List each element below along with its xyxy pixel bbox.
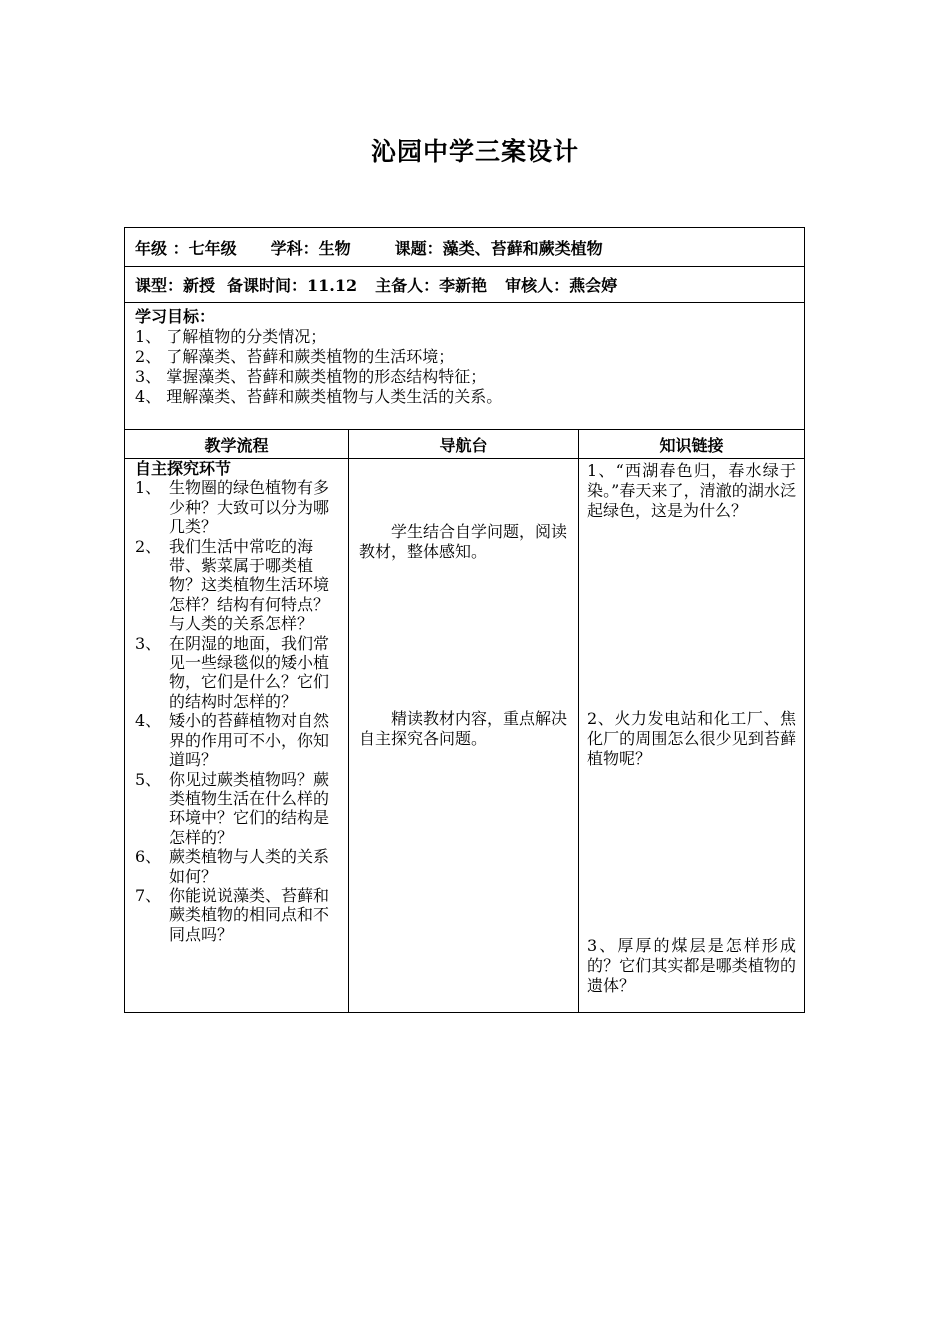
goal-item: 4、 理解藻类、苔藓和蕨类植物与人类生活的关系。 bbox=[135, 387, 503, 406]
list-item: 2、 我们生活中常吃的海带、紫菜属于哪类植物？这类植物生活环境怎样？结构有何特点？与人类的关系怎样？ bbox=[135, 536, 330, 634]
nav-step-1: 学生结合自学问题，阅读教材，整体感知。 bbox=[359, 522, 568, 561]
main-preparer-field: 主备人：李新艳 bbox=[375, 276, 488, 295]
links-column bbox=[579, 459, 804, 1012]
prep-time-field: 备课时间：11.12 bbox=[227, 276, 358, 295]
column-header-links: 知识链接 bbox=[659, 435, 724, 455]
list-item: 5、 你见过蕨类植物吗？蕨类植物生活在什么样的环境中？它们的结构是怎样的？ bbox=[135, 769, 330, 847]
grade-field: 年级 ：七年级 bbox=[135, 238, 237, 258]
goals-heading: 学习目标： bbox=[135, 307, 216, 326]
learning-goals bbox=[125, 303, 804, 430]
nav-column bbox=[349, 459, 579, 1012]
goal-item: 2、 了解藻类、苔藓和蕨类植物的生活环境； bbox=[135, 347, 455, 366]
column-header-nav: 导航台 bbox=[349, 430, 579, 458]
column-header-row bbox=[125, 430, 804, 459]
goal-item: 3、 掌握藻类、苔藓和蕨类植物的形态结构特征； bbox=[135, 367, 487, 386]
question-list bbox=[135, 478, 342, 944]
knowledge-link-1: 1、“西湖春色归，春水绿于染。”春天来了，清澈的湖水泛起绿色，这是为什么？ bbox=[587, 461, 796, 520]
list-item: 1、 生物圈的绿色植物有多少种？大致可以分为哪几类？ bbox=[135, 478, 330, 537]
info-row-grade-subject-topic bbox=[125, 228, 804, 267]
column-header-flow: 教学流程 bbox=[125, 430, 349, 458]
lesson-plan-table bbox=[124, 227, 805, 1013]
document-title: 沁园中学三案设计 bbox=[370, 137, 579, 166]
list-item: 6、 蕨类植物与人类的关系如何？ bbox=[135, 847, 330, 886]
topic-field: 课题：藻类、苔藓和蕨类植物 bbox=[394, 238, 603, 258]
knowledge-link-2: 2、火力发电站和化工厂、焦化厂的周围怎么很少见到苔藓植物呢？ bbox=[587, 709, 796, 768]
knowledge-link-3: 3、厚厚的煤层是怎样形成的？它们其实都是哪类植物的遗体？ bbox=[587, 936, 796, 995]
flow-column bbox=[125, 459, 349, 1012]
content-row bbox=[125, 459, 804, 1012]
nav-step-2: 精读教材内容，重点解决自主探究各问题。 bbox=[359, 709, 568, 748]
flow-heading: 自主探究环节 bbox=[135, 459, 232, 478]
info-row-lesson-meta bbox=[125, 267, 804, 303]
list-item: 7、 你能说说藻类、苔藓和蕨类植物的相同点和不同点吗？ bbox=[135, 885, 330, 944]
lesson-type-field: 课型：新授 bbox=[135, 276, 216, 295]
subject-field: 学科：生物 bbox=[270, 238, 351, 258]
list-item: 4、 矮小的苔藓植物对自然界的作用可不小，你知道吗？ bbox=[135, 711, 330, 770]
goal-item: 1、 了解植物的分类情况； bbox=[135, 327, 327, 346]
reviewer-field: 审核人：燕会婷 bbox=[505, 276, 618, 295]
list-item: 3、 在阴湿的地面，我们常见一些绿毯似的矮小植物，它们是什么？它们的结构时怎样的？ bbox=[135, 633, 330, 711]
